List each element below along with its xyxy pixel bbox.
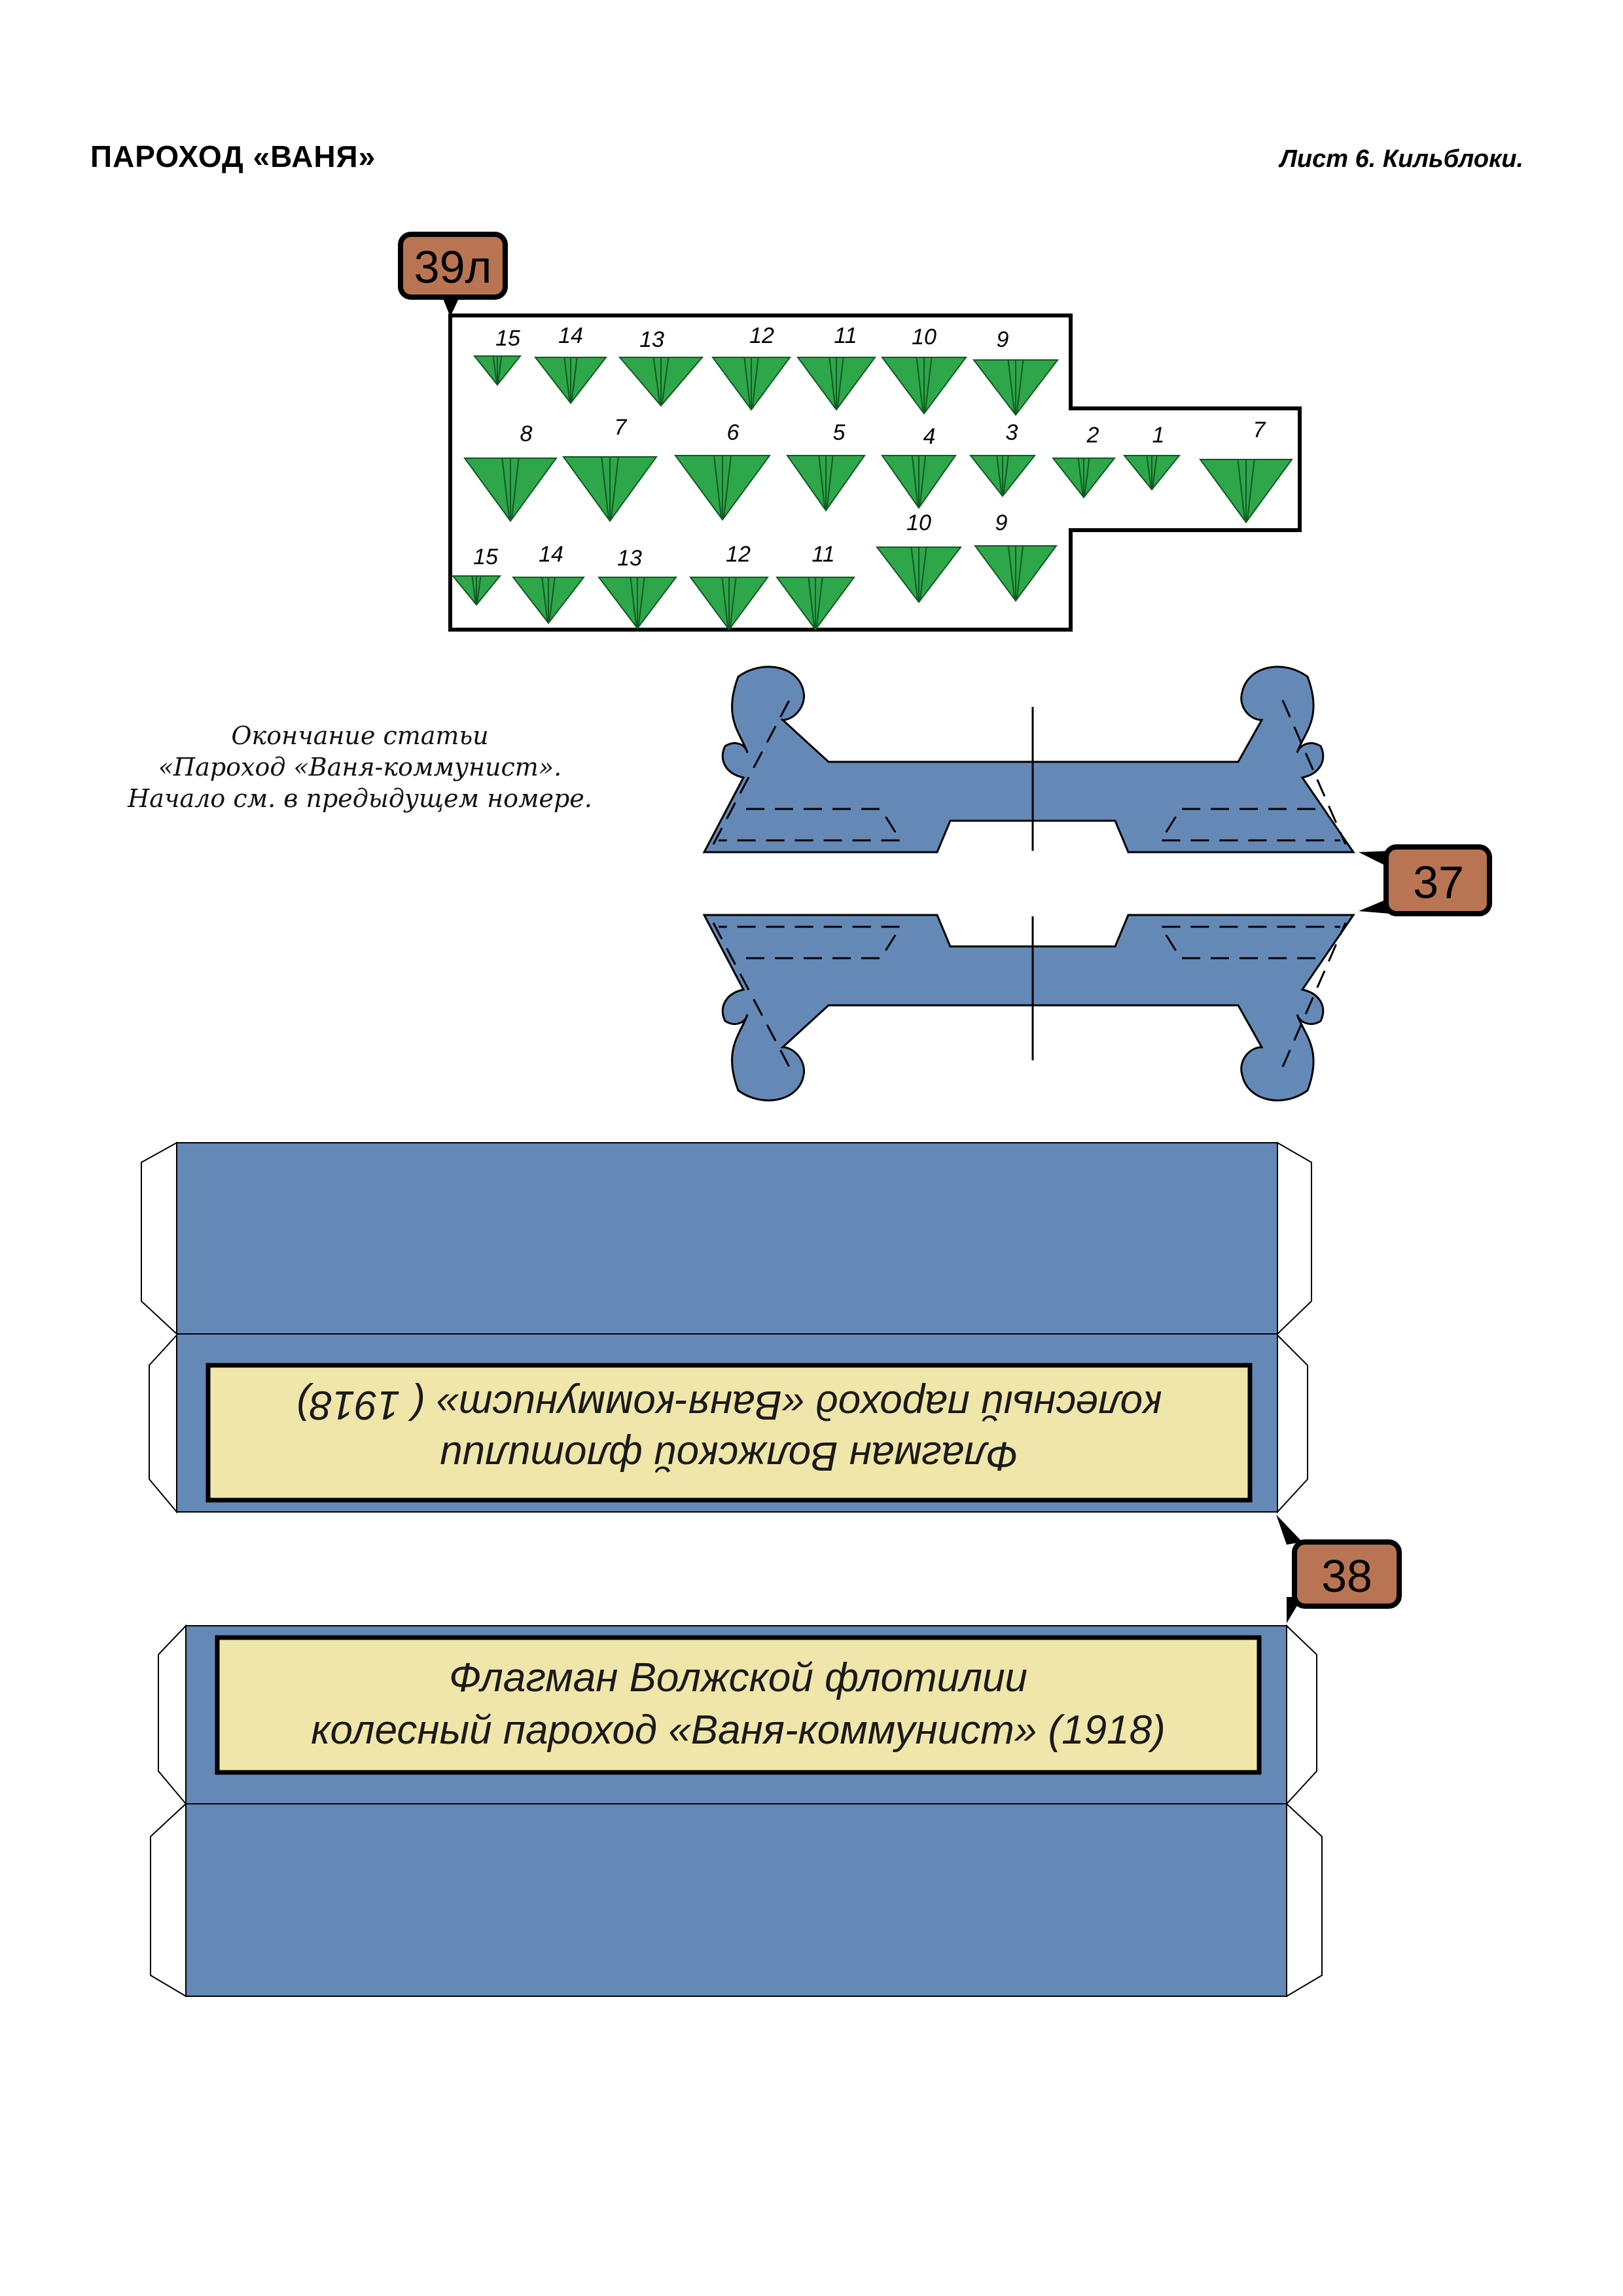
tri-label: 4 bbox=[923, 424, 936, 449]
keel-block-top bbox=[704, 667, 1353, 852]
keel-block-shape bbox=[704, 915, 1353, 1100]
tri-label: 3 bbox=[1005, 420, 1018, 445]
tri-label: 7 bbox=[1253, 418, 1266, 442]
glue-tab bbox=[1287, 1804, 1322, 1996]
keel-block-bottom bbox=[704, 915, 1353, 1100]
tri-label: 11 bbox=[812, 542, 835, 567]
box-panel bbox=[186, 1804, 1287, 1996]
note-line-3: Начало см. в предыдущем номере. bbox=[128, 784, 592, 813]
badge-38 bbox=[1276, 1515, 1399, 1623]
badge-38-label: 38 bbox=[1321, 1551, 1372, 1602]
tri-label: 11 bbox=[834, 323, 857, 348]
glue-tab bbox=[158, 1626, 186, 1804]
label-text: колесный пароход «Ваня-коммунист» ( 1918) bbox=[296, 1382, 1162, 1427]
tri-label: 2 bbox=[1086, 423, 1099, 448]
note-line-1: Окончание статьи bbox=[231, 721, 489, 750]
badge-37-label: 37 bbox=[1413, 857, 1464, 908]
tri-label: 8 bbox=[520, 422, 533, 446]
keel-block-shape bbox=[704, 667, 1353, 852]
label-text: Флагман Волжской флотилии bbox=[448, 1655, 1028, 1700]
tri-label: 1 bbox=[1152, 423, 1165, 448]
tri-label: 9 bbox=[995, 511, 1008, 535]
badge-37 bbox=[1359, 847, 1489, 914]
page-title: ПАРОХОД «ВАНЯ» bbox=[90, 139, 376, 173]
glue-tab bbox=[1287, 1626, 1317, 1804]
tri-label: 15 bbox=[473, 545, 498, 569]
part-38-lower bbox=[151, 1626, 1322, 1996]
badge-39-label: 39л bbox=[414, 242, 492, 293]
label-text: колесный пароход «Ваня-коммунист» (1918) bbox=[311, 1708, 1166, 1753]
tri-label: 13 bbox=[617, 546, 642, 571]
tri-label: 10 bbox=[906, 511, 931, 535]
row1-labels bbox=[495, 323, 1008, 352]
tri-label: 12 bbox=[749, 323, 774, 348]
glue-tab bbox=[1277, 1335, 1308, 1512]
tri-label: 6 bbox=[726, 420, 740, 445]
glue-tab bbox=[141, 1143, 177, 1334]
label-text: Флагман Волжской флотилии bbox=[439, 1433, 1019, 1479]
tri-label: 13 bbox=[639, 327, 664, 352]
glue-tab bbox=[151, 1804, 186, 1996]
badge-39 bbox=[401, 234, 505, 317]
tri-label: 12 bbox=[726, 542, 751, 567]
part-37 bbox=[704, 667, 1489, 1101]
part-39-panel bbox=[401, 234, 1300, 630]
part-38-upper bbox=[141, 1143, 1311, 1512]
glue-tab bbox=[1277, 1143, 1311, 1334]
tri-label: 10 bbox=[912, 325, 936, 350]
tri-label: 9 bbox=[996, 327, 1009, 352]
glue-tab bbox=[149, 1335, 177, 1512]
tri-label: 15 bbox=[495, 326, 520, 351]
tri-label: 7 bbox=[614, 415, 627, 440]
box-panel bbox=[177, 1143, 1277, 1334]
tri-label: 14 bbox=[558, 323, 583, 348]
note-line-2: «Пароход «Ваня-коммунист». bbox=[158, 753, 562, 781]
tri-label: 14 bbox=[539, 542, 563, 567]
tri-label: 5 bbox=[832, 420, 846, 445]
sheet-title: Лист 6. Кильблоки. bbox=[1279, 145, 1524, 173]
